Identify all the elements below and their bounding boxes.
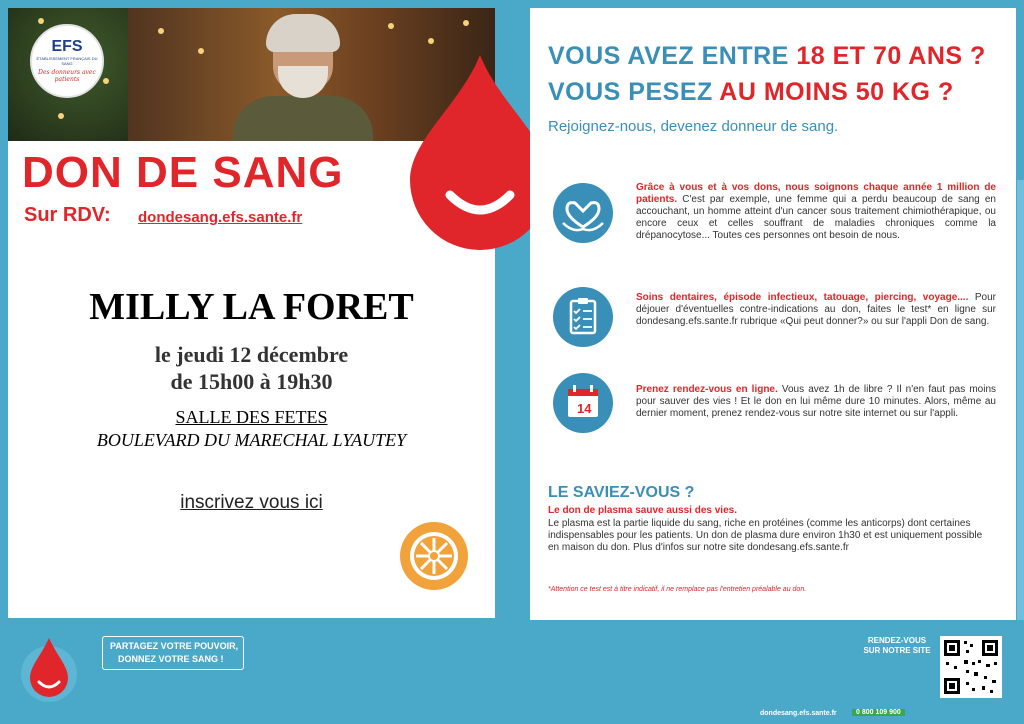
footnote: *Attention ce test est à titre indicatif, il ne remplace pas l'entretien préalable au don. <box>548 586 807 593</box>
headline-weight: VOUS PESEZ AU MOINS 50 KG ? <box>548 78 954 106</box>
plasma-text: Le plasma est la partie liquide du sang, riche en protéines (comme les anticorps) dont certaines indispensables pour les patients. Un don de plasma dure environ 1h30 et est uniquement possible en maison du don. Plus d'infos sur notre site dondesang.efs.sante.fr <box>548 518 983 553</box>
campaign-title: DON DE SANG <box>22 148 344 197</box>
side-strip <box>1017 180 1024 620</box>
efs-logo: EFS ÉTABLISSEMENT FRANÇAIS DU SANG Des donneurs avec patients <box>30 24 104 98</box>
share-line-2: DONNEZ VOTRE SANG ! <box>118 654 224 664</box>
rdv-label: Sur RDV: <box>24 204 111 226</box>
info-item-patients: Grâce à vous et à vos dons, nous soignons chaque année 1 million de patients. C'est par exemple, une femme qui a perdu beaucoup de sang en accouchant, un homme atteint d'un cancer sous traitement chimiothérapique, ou encore ceux et celles souffrant de maladies chroniques comme la drépanocytose... Toutes ces personnes ont besoin de nous. <box>636 182 996 241</box>
footer-url[interactable]: dondesang.efs.sante.fr <box>760 710 837 717</box>
rdv-site-label: RENDEZ-VOUS SUR NOTRE SITE <box>863 636 931 655</box>
plasma-headline: Le don de plasma sauve aussi des vies. <box>548 505 737 516</box>
info-item-appointment: Prenez rendez-vous en ligne. Vous avez 1h de libre ? Il n'en faut pas moins pour sauver des vies ! Et le don en lui même dure 10 minutes. Alors, même au dernier moment, prenez rendez-vous sur notre site internet ou sur l'appli. <box>636 384 997 419</box>
signup-link[interactable]: inscrivez vous ici <box>180 492 323 513</box>
event-date: le jeudi 12 décembre <box>154 342 349 367</box>
subtitle: Rejoignez-nous, devenez donneur de sang. <box>548 118 839 135</box>
event-venue: SALLE DES FETES <box>175 407 328 427</box>
hands-heart-icon <box>553 183 613 243</box>
event-address: BOULEVARD DU MARECHAL LYAUTEY <box>96 430 407 450</box>
blood-drop-icon <box>20 630 78 704</box>
event-city: MILLY LA FORET <box>89 286 414 328</box>
footer-phone[interactable]: 0 800 109 900 <box>852 709 905 716</box>
share-line-1: PARTAGEZ VOTRE POUVOIR, <box>110 641 239 651</box>
checklist-icon <box>553 287 613 347</box>
calendar-icon <box>553 373 613 433</box>
calendar-day: 14 <box>577 401 592 416</box>
qr-code-icon[interactable] <box>940 636 1002 698</box>
headline-age: VOUS AVEZ ENTRE 18 ET 70 ANS ? <box>548 42 986 70</box>
info-item-contraindications: Soins dentaires, épisode infectieux, tatouage, piercing, voyage.... Pour déjouer d'éventuelles contre-indications au don, faites le test* en ligne sur dondesang.efs.sante.fr rubrique «Qui peut donner?» ou sur l'appli Don de sang. <box>636 292 996 327</box>
saviez-title: LE SAVIEZ-VOUS ? <box>548 484 695 501</box>
rdv-website-link[interactable]: dondesang.efs.sante.fr <box>138 209 303 226</box>
rotary-logo <box>396 518 472 594</box>
event-hours: de 15h00 à 19h30 <box>170 369 333 394</box>
